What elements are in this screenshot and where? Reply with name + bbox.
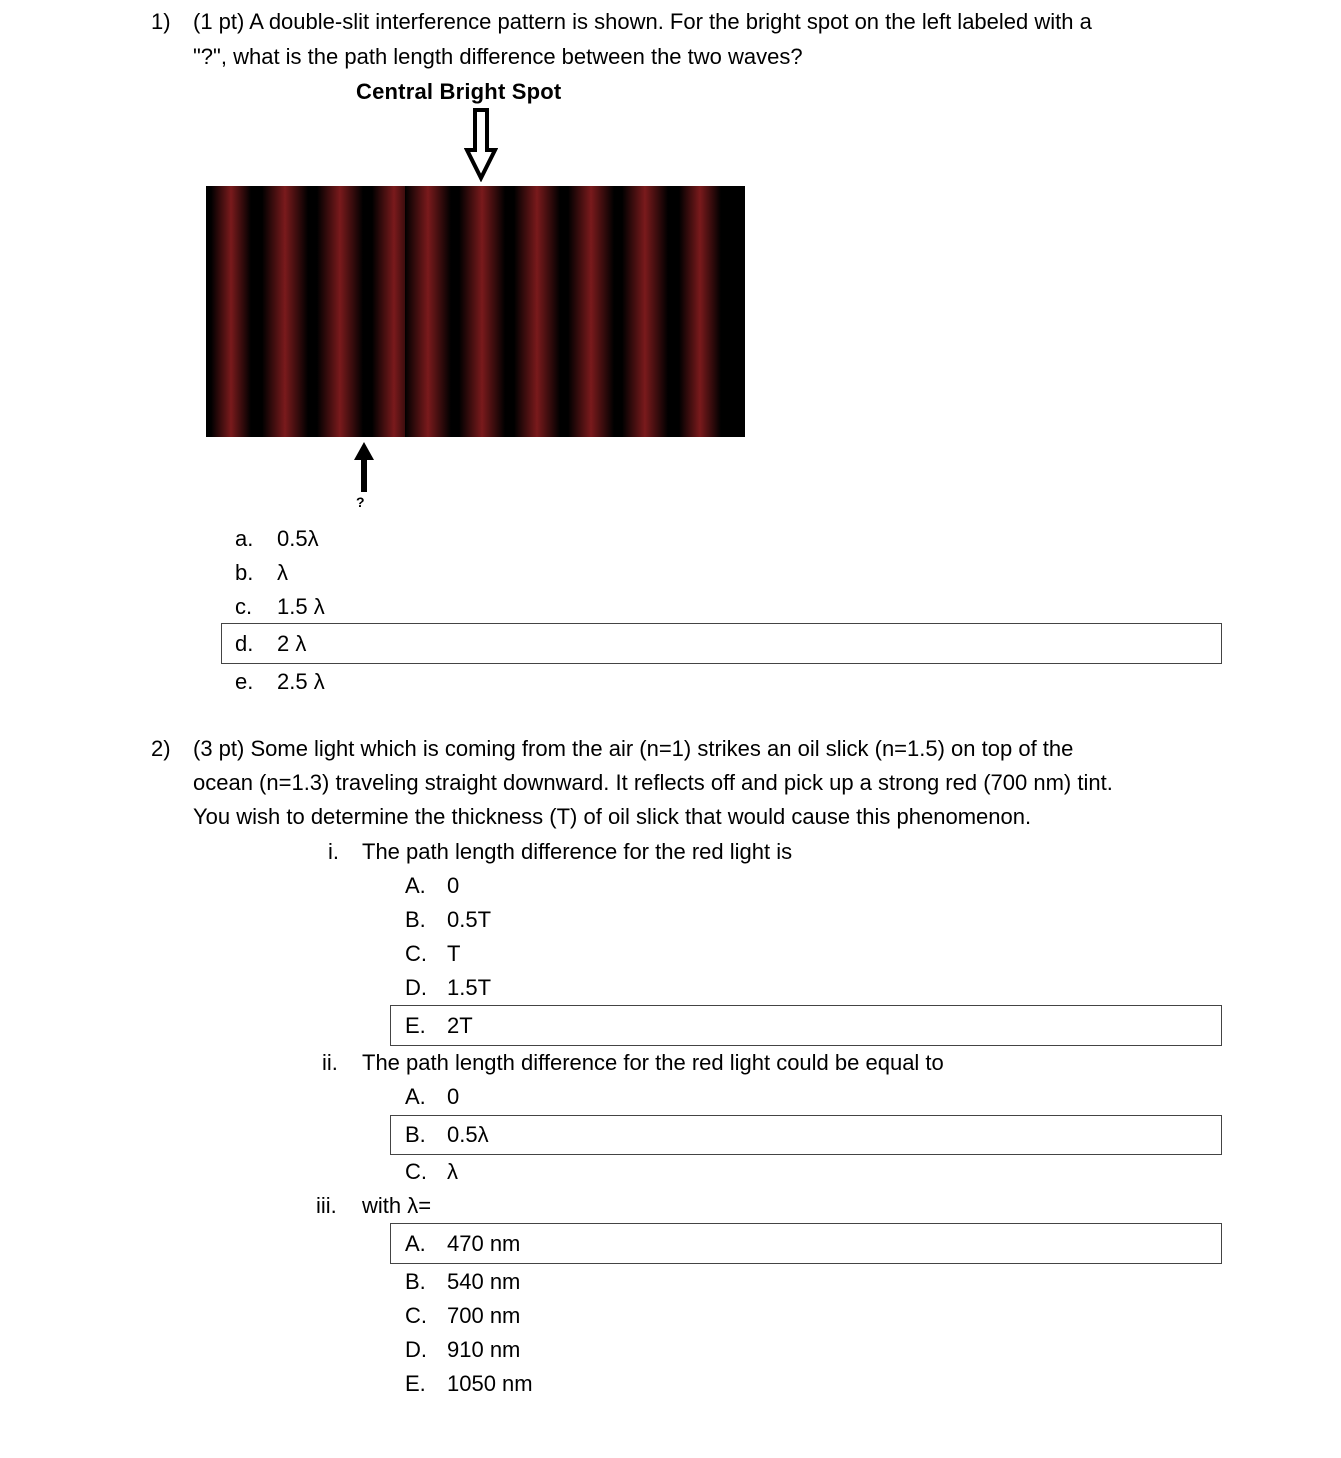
q2-iii-option-c-letter: C. — [405, 1303, 427, 1328]
q1-option-e-letter: e. — [235, 669, 254, 694]
bright-fringe — [211, 186, 251, 437]
q1-option-c-letter: c. — [235, 594, 253, 619]
q2-text-line1: (3 pt) Some light which is coming from the air (n=1) strikes an oil slick (n=1.5) on top of the — [193, 736, 1074, 761]
q1-text-line2: "?", what is the path length difference between the two waves? — [193, 44, 803, 69]
q1-option-b-letter: b. — [235, 560, 254, 585]
q2-iii-option-a-letter: A. — [405, 1231, 426, 1256]
q2-i-option-e-text: 2T — [447, 1013, 473, 1038]
q2-part-i-numeral: i. — [328, 839, 339, 864]
q2-i-option-a-letter: A. — [405, 873, 426, 898]
bright-fringe — [568, 186, 614, 437]
q2-text-line3: You wish to determine the thickness (T) of oil slick that would cause this phenomenon. — [193, 804, 1032, 829]
q2-iii-option-b-letter: B. — [405, 1269, 426, 1294]
q2-iii-option-a-text: 470 nm — [447, 1231, 521, 1256]
bright-fringe — [514, 186, 560, 437]
q2-iii-option-d-text: 910 nm — [447, 1337, 521, 1362]
q2-iii-option-d-letter: D. — [405, 1337, 427, 1362]
bright-fringe — [262, 186, 308, 437]
question-mark-label: ? — [356, 494, 365, 510]
q2-i-option-b-text: 0.5T — [447, 907, 492, 932]
q1-text-line1: (1 pt) A double-slit interference pattern is shown. For the bright spot on the left labeled with a — [193, 9, 1092, 34]
q1-option-a-text: 0.5λ — [277, 526, 319, 551]
q2-number: 2) — [151, 736, 171, 761]
bright-fringe — [679, 186, 721, 437]
q2-iii-option-b-text: 540 nm — [447, 1269, 521, 1294]
q1-option-e-text: 2.5 λ — [277, 669, 325, 694]
q1-option-a-letter: a. — [235, 526, 254, 551]
q2-i-option-e-letter: E. — [405, 1013, 426, 1038]
q2-part-ii-text: The path length difference for the red light could be equal to — [362, 1050, 944, 1075]
bright-fringe — [317, 186, 363, 437]
q2-i-option-c-letter: C. — [405, 941, 427, 966]
q2-i-option-d-letter: D. — [405, 975, 427, 1000]
q1-answer-box — [221, 623, 1222, 664]
q2-iii-option-e-text: 1050 nm — [447, 1371, 533, 1396]
figure-title: Central Bright Spot — [356, 79, 562, 104]
q2-ii-option-a-letter: A. — [405, 1084, 426, 1109]
bright-fringe — [622, 186, 668, 437]
up-arrow-icon — [352, 440, 376, 494]
q1-number: 1) — [151, 9, 171, 34]
q2-ii-option-c-text: λ — [447, 1159, 458, 1184]
down-arrow-icon — [464, 106, 498, 182]
q1-option-d-text: 2 λ — [277, 631, 307, 656]
q1-option-b-text: λ — [277, 560, 288, 585]
q2-text-line2: ocean (n=1.3) traveling straight downward. It reflects off and pick up a strong red (700 nm) tint. — [193, 770, 1113, 795]
q1-option-c-text: 1.5 λ — [277, 594, 325, 619]
q2-i-option-d-text: 1.5T — [447, 975, 492, 1000]
q2-iii-option-c-text: 700 nm — [447, 1303, 521, 1328]
q2-part-iii-text: with λ= — [362, 1193, 432, 1218]
q2-i-option-c-text: T — [447, 941, 461, 966]
q2-ii-option-b-text: 0.5λ — [447, 1122, 489, 1147]
q2-ii-option-c-letter: C. — [405, 1159, 427, 1184]
q2-ii-answer-box — [390, 1115, 1222, 1155]
q2-i-option-a-text: 0 — [447, 873, 460, 898]
q2-ii-option-b-letter: B. — [405, 1122, 426, 1147]
q2-i-option-b-letter: B. — [405, 907, 426, 932]
q2-i-answer-box — [390, 1005, 1222, 1046]
bright-fringe — [405, 186, 451, 437]
q2-ii-option-a-text: 0 — [447, 1084, 460, 1109]
q2-part-ii-numeral: ii. — [322, 1050, 338, 1075]
q2-part-iii-numeral: iii. — [316, 1193, 337, 1218]
bright-fringe — [459, 186, 505, 437]
q2-part-i-text: The path length difference for the red light is — [362, 839, 793, 864]
interference-pattern — [206, 186, 745, 437]
q2-iii-option-e-letter: E. — [405, 1371, 426, 1396]
q1-option-d-letter: d. — [235, 631, 254, 656]
